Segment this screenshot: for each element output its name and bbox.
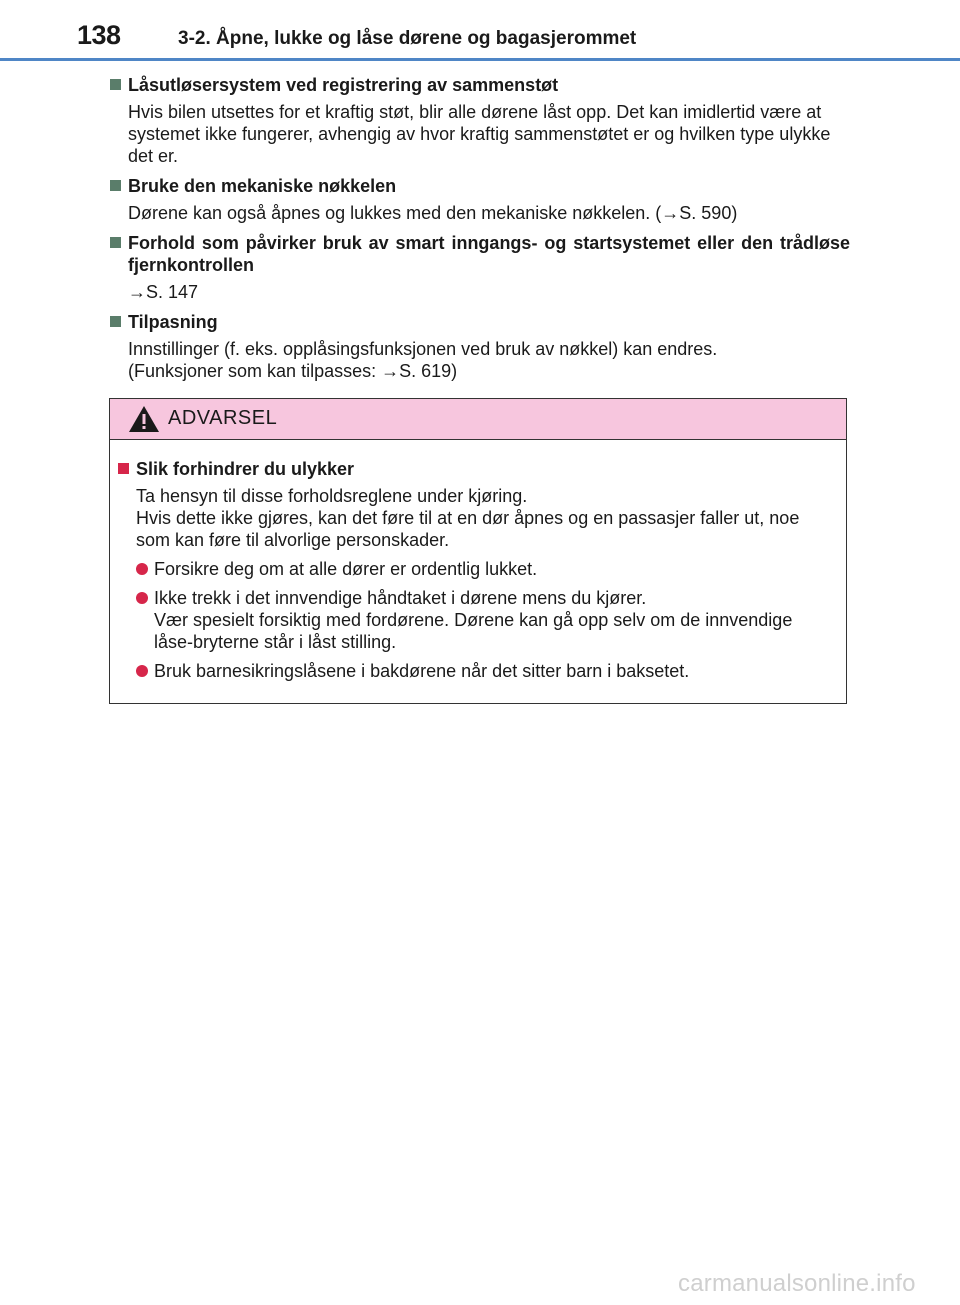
- warning-bullet: [118, 558, 836, 580]
- square-icon: [110, 79, 121, 90]
- warning-intro-line: Hvis dette ikke gjøres, kan det føre til at en dør åpnes og en passasjer faller ut, noe som kan føre til alvorlige personskader.: [136, 508, 800, 550]
- section-title: 3-2. Åpne, lukke og låse dørene og bagasjerommet: [178, 28, 637, 49]
- warning-box: [109, 398, 847, 704]
- item-body: [110, 281, 850, 303]
- item-heading-text: Forhold som påvirker bruk av smart inngangs- og startsystemet eller den trådløse fjernkontrollen: [128, 233, 850, 275]
- item-body: [110, 202, 850, 224]
- item-body: [110, 101, 850, 167]
- item-heading-text: Tilpasning: [128, 312, 218, 332]
- bullet-line: Bruk barnesikringslåsene i bakdørene når det sitter barn i baksetet.: [154, 661, 690, 681]
- square-icon: [118, 463, 129, 474]
- bullet-line: Forsikre deg om at alle dører er ordentlig lukket.: [154, 559, 538, 579]
- square-icon: [110, 316, 121, 327]
- dot-icon: [136, 592, 148, 604]
- warning-triangle-icon: [128, 405, 160, 433]
- page-number: 138: [77, 20, 121, 50]
- item-line: Hvis bilen utsettes for et kraftig støt, blir alle dørene låst opp. Det kan imidlertid være at systemet ikke fungerer, avhengig av hvor kraftig sammenstøtet er og hvilken type ulykke det er.: [128, 102, 831, 166]
- bullet-line: Vær spesielt forsiktig med fordørene. Dørene kan gå opp selv om de innvendige låse-bryterne står i låst stilling.: [154, 610, 793, 652]
- item-heading: [110, 311, 850, 333]
- warning-header: [110, 399, 846, 440]
- square-icon: [110, 237, 121, 248]
- item-customization: [110, 311, 850, 382]
- warning-intro: [118, 485, 836, 551]
- item-heading-text: Bruke den mekaniske nøkkelen: [128, 176, 397, 196]
- item-heading: [110, 175, 850, 197]
- item-heading-text: Låsutløsersystem ved registrering av sammenstøt: [128, 75, 559, 95]
- page-reference-link[interactable]: →S. 147: [128, 282, 199, 302]
- item-body: [110, 338, 850, 382]
- page-header: [0, 0, 960, 64]
- content: [110, 74, 850, 390]
- warning-intro-line: Ta hensyn til disse forholdsreglene under kjøring.: [136, 486, 528, 506]
- square-icon: [110, 180, 121, 191]
- warning-body: [110, 440, 846, 682]
- dot-icon: [136, 665, 148, 677]
- item-heading: [110, 232, 850, 276]
- item-heading: [110, 74, 850, 96]
- watermark: carmanualsonline.info: [678, 1270, 916, 1297]
- item-line: Dørene kan også åpnes og lukkes med den mekaniske nøkkelen. (→S. 590): [128, 203, 738, 223]
- bullet-line: Ikke trekk i det innvendige håndtaket i dørene mens du kjører.: [154, 588, 647, 608]
- warning-label: ADVARSEL: [168, 407, 278, 429]
- warning-bullet: [118, 587, 836, 653]
- item-mechanical-key: [110, 175, 850, 224]
- warning-heading: [118, 458, 836, 480]
- item-line: Innstillinger (f. eks. opplåsingsfunksjonen ved bruk av nøkkel) kan endres.: [128, 339, 718, 359]
- item-crash-unlock: [110, 74, 850, 167]
- warning-bullet: [118, 660, 836, 682]
- header-rule: [0, 58, 960, 61]
- item-smart-entry-conditions: [110, 232, 850, 303]
- dot-icon: [136, 563, 148, 575]
- item-line: (Funksjoner som kan tilpasses: →S. 619): [128, 361, 458, 381]
- warning-heading-text: Slik forhindrer du ulykker: [136, 459, 355, 479]
